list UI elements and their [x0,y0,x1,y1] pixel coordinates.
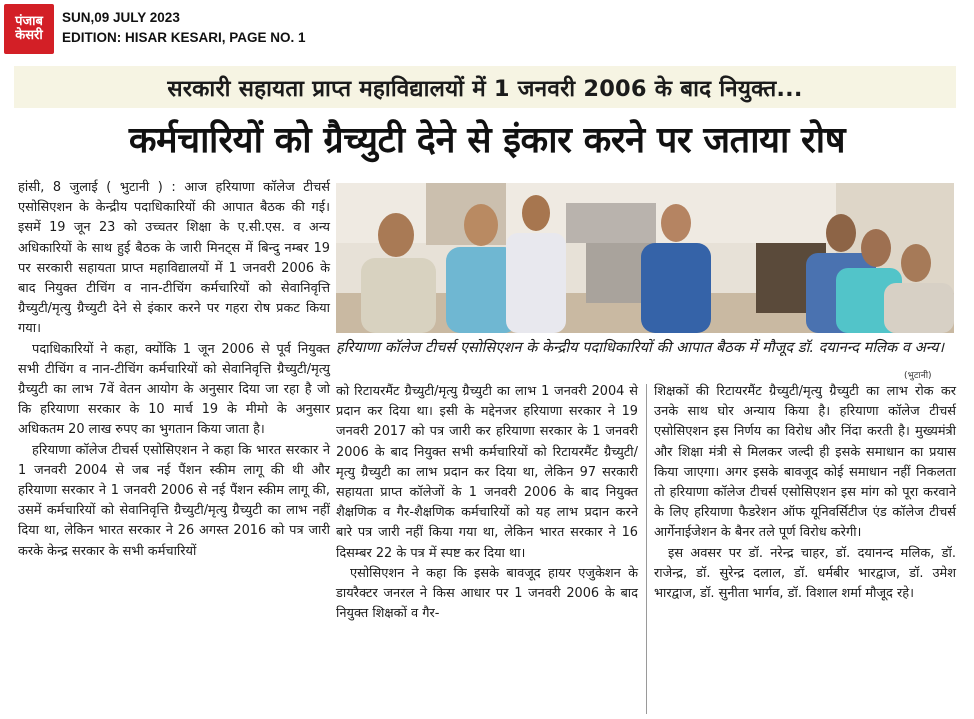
article-column-1 [18,178,330,562]
article-column-2 [336,382,638,624]
photo-credit: (भुटानी) [904,371,932,381]
masthead [0,0,974,56]
column-rule [646,384,647,714]
logo-line-2: केसरी [15,28,43,43]
paragraph: शिक्षकों की रिटायरमैंट ग्रैच्युटी/मृत्यु ग्रैच्युटी का लाभ रोक कर उनके साथ घोर अन्याय किया है। हरियाणा कॉलेज टीचर्स एसोसिएशन इस निर्णय का विरोध और निंदा करती है। मुख्यमंत्री और शिक्षा मंत्री से मिलकर जल्दी ही इसके समाधान का प्रयास किया जाएगा। अगर इसके बावजूद कोई समाधान नहीं निकलता तो हरियाणा कॉलेज टीचर्स एसोसिएशन इस मांग को पूरा करवाने के लिए हरियाणा फैडरेशन ऑफ यूनिवर्सिटीज एंड कॉलेज टीचर्स आर्गेनाईजेशन के बैनर तले पूर्ण विरोध करेगी। [654,384,956,541]
meeting-photo [336,183,954,333]
paragraph: हांसी, 8 जुलाई ( भुटानी ) : आज हरियाणा कॉलेज टीचर्स एसोसिएशन के केन्द्रीय पदाधिकारियों की आपात बैठक की गई। इसमें 19 जून 23 को उच्चतर शिक्षा के ए.सी.एस. व अन्य अधिकारियों के साथ हुई बैठक के जारी मिनट्स में बिन्दु नम्बर 19 पर सरकारी सहायता प्राप्त महाविद्यालयों में 1 जनवरी 2006 के बाद नियुक्त टीचिंग व नान-टीचिंग कर्मचारियों को सेवानिवृत्ति ग्रैच्युटी/मृत्यु ग्रैच्युटी देने से इंकार करने पर गहरा रोष प्रकट किया गया। [18,180,330,337]
paragraph: एसोसिएशन ने कहा कि इसके बावजूद हायर एजुकेशन के डायरैक्टर जनरल ने किस आधार पर 1 जनवरी 2006 के बाद नियुक्त शिक्षकों व गैर- [336,565,638,622]
paragraph: इस अवसर पर डॉ. नरेन्द्र चाहर, डॉ. दयानन्द मलिक, डॉ. राजेन्द्र, डॉ. सुरेन्द्र दलाल, डॉ. धर्मबीर भारद्वाज, डॉ. उमेश भारद्वाज, डॉ. सुनीता भार्गव, डॉ. विशाल शर्मा मौजूद रहे। [654,545,956,602]
photo-caption: हरियाणा कॉलेज टीचर्स एसोसिएशन के केन्द्रीय पदाधिकारियों की आपात बैठक में मौजूद डॉ. दयानन्द मलिक व अन्य। [336,339,945,356]
edition-info: EDITION: HISAR KESARI, PAGE NO. 1 [62,30,306,45]
punjab-kesari-logo [4,4,54,54]
article-column-3 [654,382,956,604]
paragraph: पदाधिकारियों ने कहा, क्योंकि 1 जून 2006 से पूर्व नियुक्त सभी टीचिंग व नान-टीचिंग कर्मचारियों को सेवानिवृत्ति ग्रैच्युटी/मृत्यु ग्रैच्युटी का लाभ 7वें वेतन आयोग के अनुसार दिया जा रहा है जो कि हरियाणा सरकार के 10 मार्च 19 के मीमो के अनुसार अधिकतम 20 लाख रुपए का भुगतान किया जाता है। [18,341,330,438]
publication-date: SUN,09 JULY 2023 [62,10,180,25]
kicker-band [14,66,956,108]
logo-line-1: पंजाब [15,14,43,30]
article-headline: कर्मचारियों को ग्रैच्युटी देने से इंकार करने पर जताया रोष [128,120,846,161]
edition-meta [62,8,306,48]
article-kicker: सरकारी सहायता प्राप्त महाविद्यालयों में 1 जनवरी 2006 के बाद नियुक्त... [167,76,803,102]
paragraph: को रिटायरमैंट ग्रैच्युटी/मृत्यु ग्रैच्युटी का लाभ 1 जनवरी 2004 से प्रदान कर दिया था। इसी के मद्देनजर हरियाणा सरकार ने 19 जनवरी 2017 को पत्र जारी कर हरियाणा सरकार के 1 जनवरी 2006 के बाद नियुक्त सभी कर्मचारियों को रिटायरमैंट ग्रैच्युटी/मृत्यु ग्रैच्युटी का लाभ प्रदान कर दिया था, लेकिन 97 सरकारी सहायता प्राप्त कॉलेजों के 1 जनवरी 2006 के बाद नियुक्त शैक्षणिक व गैर-शैक्षणिक कर्मचारियों को यह लाभ प्रदान करने बारे पत्र जारी नहीं किया गया था, लेकिन भारत सरकार ने 16 दिसम्बर 22 के पत्र में स्पष्ट कर दिया था। [336,384,638,561]
paragraph: हरियाणा कॉलेज टीचर्स एसोसिएशन ने कहा कि भारत सरकार ने 1 जनवरी 2004 से जब नई पैंशन स्कीम लागू की थी और हरियाणा सरकार ने 1 जनवरी 2006 से नई पैंशन स्कीम लागू की, उसमें कर्मचारियों को सेवानिवृत्ति ग्रैच्युटी/मृत्यु ग्रैच्युटी का लाभ नहीं दिया था, लेकिन भारत सरकार ने 26 अगस्त 2016 को पत्र जारी करके केन्द्र सरकार के सभी कर्मचारियों [18,442,330,559]
